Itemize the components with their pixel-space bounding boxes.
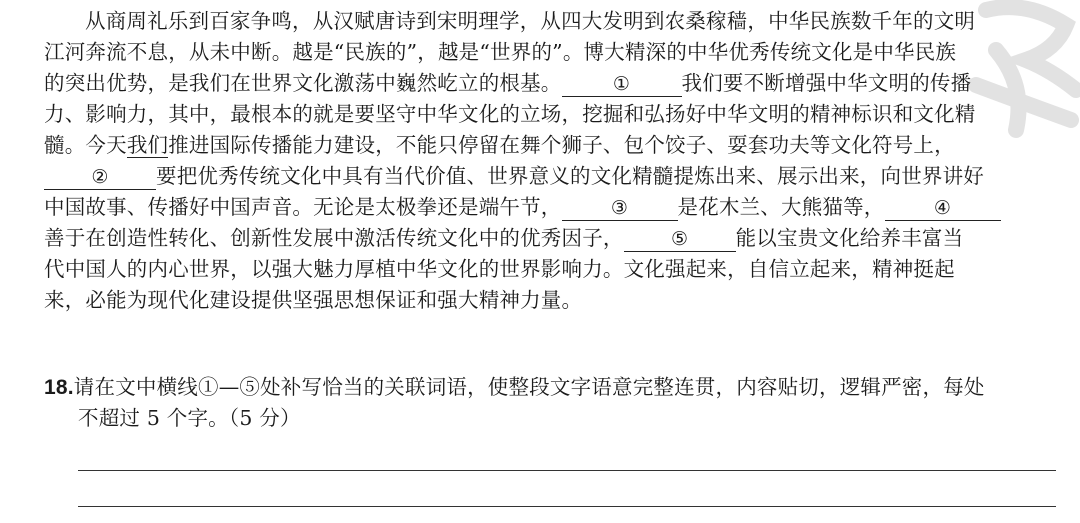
question-line-1 [44, 372, 1060, 403]
passage-text: 中国故事、传播好中国声音。无论是太极拳还是端午节， [44, 195, 562, 219]
blank-number: ② [91, 166, 109, 188]
passage-line-2: 江河奔流不息，从未中断。越是“民族的”，越是“世界的”。博大精深的中华优秀传统文化是中华民族 [44, 40, 957, 64]
answer-blank-1[interactable] [562, 70, 682, 97]
passage-text: 的突出优势，是我们在世界文化激荡中巍然屹立的根基。 [44, 71, 562, 95]
passage-line-8 [44, 223, 1060, 254]
passage-text: 是花木兰、大熊猫等， [677, 195, 885, 219]
answer-blank-3[interactable] [562, 194, 678, 221]
answer-blank-4[interactable] [885, 194, 1001, 221]
passage-line-10: 来，必能为现代化建设提供坚强思想保证和强大精神力量。 [44, 288, 583, 312]
reading-passage [44, 6, 1060, 316]
passage-line-1: 从商周礼乐到百家争鸣，从汉赋唐诗到宋明理学，从四大发明到农桑稼穑，中华民族数千年的文明 [85, 9, 976, 33]
answer-line-2[interactable] [78, 506, 1056, 507]
passage-line-3 [44, 68, 1060, 99]
passage-text: 推进国际传播能力建设，不能只停留在舞个狮子、包个饺子、耍套功夫等文化符号上， [168, 133, 955, 157]
passage-line-4: 力、影响力，其中，最根本的就是要坚守中华文化的立场，挖掘和弘扬好中华文明的精神标识和文化精 [44, 102, 976, 126]
passage-line-6 [44, 161, 1060, 192]
blank-number: ① [612, 73, 631, 95]
question-18 [44, 372, 1060, 434]
passage-line-9: 代中国人的内心世界，以强大魅力厚植中华文化的世界影响力。文化强起来，自信立起来，精神挺起 [44, 257, 955, 281]
passage-text: 要把优秀传统文化中具有当代价值、世界意义的文化精髓提炼出来、展示出来，向世界讲好 [156, 164, 984, 188]
passage-line-5 [44, 130, 1060, 161]
passage-text: 能以宝贵文化给养丰富当 [735, 226, 964, 250]
passage-line-7 [44, 192, 1060, 223]
blank-number: ③ [610, 197, 629, 219]
answer-line-1[interactable] [78, 470, 1056, 471]
blank-number: ④ [933, 197, 952, 219]
question-line-2: 不超过 5 个字。（5 分） [78, 406, 301, 430]
question-text: 请在文中横线①—⑤处补写恰当的关联词语，使整段文字语意完整连贯，内容贴切，逻辑严密，每处 [73, 375, 985, 399]
blank-number: ⑤ [670, 228, 689, 250]
answer-blank-2[interactable] [44, 163, 156, 190]
passage-text: 髓。今天 [44, 133, 127, 157]
underlined-text: 我们 [126, 133, 169, 157]
passage-text: 我们要不断增强中华文明的传播 [681, 71, 972, 95]
question-number: 18. [44, 376, 74, 399]
passage-text: 善于在创造性转化、创新性发展中激活传统文化中的优秀因子， [44, 226, 624, 250]
answer-blank-5[interactable] [624, 225, 736, 252]
